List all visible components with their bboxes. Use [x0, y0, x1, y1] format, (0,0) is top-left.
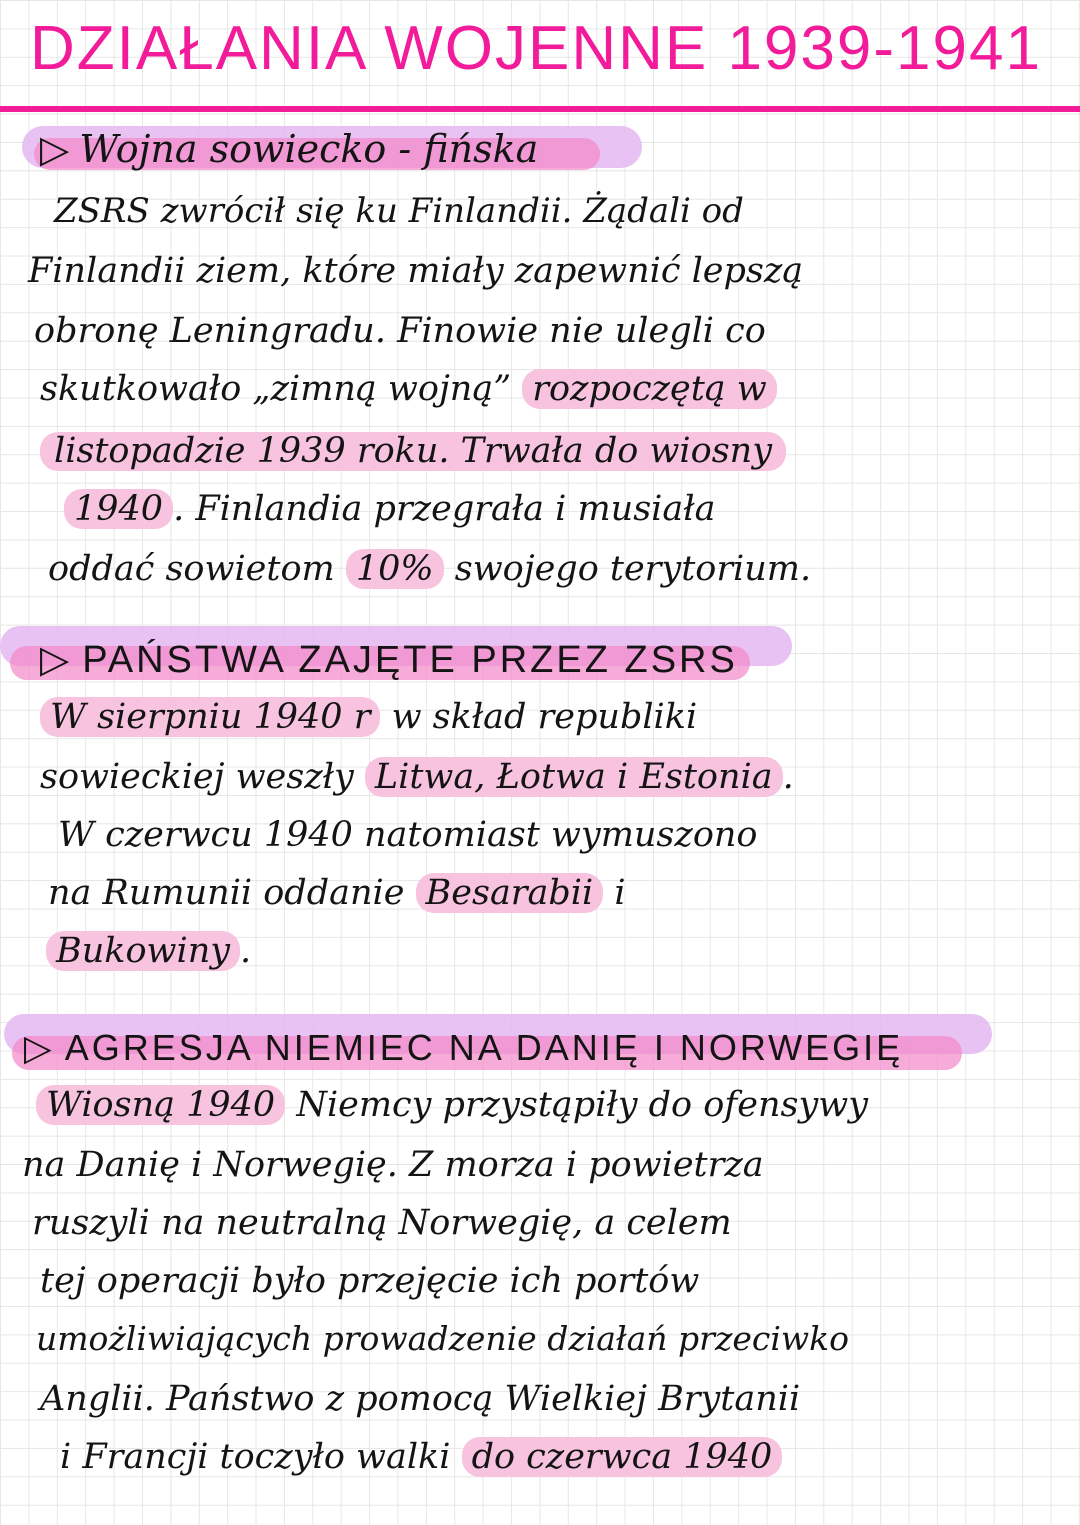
highlight: 1940 — [64, 489, 173, 529]
text-line: Anglii. Państwo z pomocą Wielkiej Brytanii — [40, 1379, 801, 1419]
text-line: ZSRS zwrócił się ku Finlandii. Żądali od — [54, 191, 744, 231]
section-heading-states-occupied-by-ussr — [40, 637, 738, 681]
text-line: ruszyli na neutralną Norwegię, a celem — [32, 1203, 732, 1243]
triangle-marker-icon: ▷ — [24, 1028, 55, 1069]
text-line: umożliwiających prowadzenie działań przeciwko — [36, 1319, 850, 1358]
text-line: 1940 . Finlandia przegrała i musiała — [64, 492, 715, 527]
highlight: W sierpniu 1940 r — [40, 697, 380, 737]
section-heading-text: PAŃSTWA ZAJĘTE PRZEZ ZSRS — [82, 639, 738, 681]
highlight: do czerwca 1940 — [462, 1437, 783, 1477]
highlight: Besarabii — [416, 873, 604, 913]
text-line: tej operacji było przejęcie ich portów — [40, 1261, 700, 1301]
highlight: Bukowiny — [46, 931, 240, 971]
section-heading-text: AGRESJA NIEMIEC NA DANIĘ I NORWEGIĘ — [64, 1027, 904, 1068]
text-line-highlighted: listopadzie 1939 roku. Trwała do wiosny — [40, 432, 786, 471]
text-line: obronę Leningradu. Finowie nie ulegli co — [34, 311, 766, 351]
highlight: rozpoczętą w — [522, 369, 777, 409]
text-line: W czerwcu 1940 natomiast wymuszono — [58, 815, 758, 855]
text-line: skutkowało „zimną wojną” rozpoczętą w — [40, 372, 777, 407]
text-line: sowieckiej weszły Litwa, Łotwa i Estonia . — [40, 757, 794, 797]
text-line: i Francji toczyło walki do czerwca 1940 — [60, 1440, 782, 1475]
section-heading-soviet-finnish-war — [40, 127, 539, 171]
highlight: Litwa, Łotwa i Estonia — [365, 757, 783, 797]
highlight: Wiosną 1940 — [36, 1085, 285, 1125]
text-line: na Rumunii oddanie Besarabii i — [48, 873, 626, 913]
text-line: W sierpniu 1940 r w skład republiki — [40, 700, 697, 735]
text-line: Wiosną 1940 Niemcy przystąpiły do ofensywy — [36, 1088, 868, 1123]
text-line: oddać sowietom 10% swojego terytorium. — [48, 549, 812, 589]
text-line: na Danię i Norwegię. Z morza i powietrza — [22, 1145, 764, 1185]
highlight: 10% — [346, 549, 444, 589]
section-heading-german-aggression-denmark-norway — [24, 1027, 904, 1069]
triangle-marker-icon: ▷ — [40, 637, 73, 681]
text-line: Bukowiny . — [46, 934, 251, 969]
page-title: DZIAŁANIA WOJENNE 1939-1941 — [30, 14, 1042, 83]
title-underline — [0, 106, 1080, 112]
section-heading-text: Wojna sowiecko - fińska — [79, 127, 539, 171]
triangle-marker-icon: ▷ — [40, 127, 70, 171]
text-line: Finlandii ziem, które miały zapewnić lepszą — [28, 251, 804, 291]
